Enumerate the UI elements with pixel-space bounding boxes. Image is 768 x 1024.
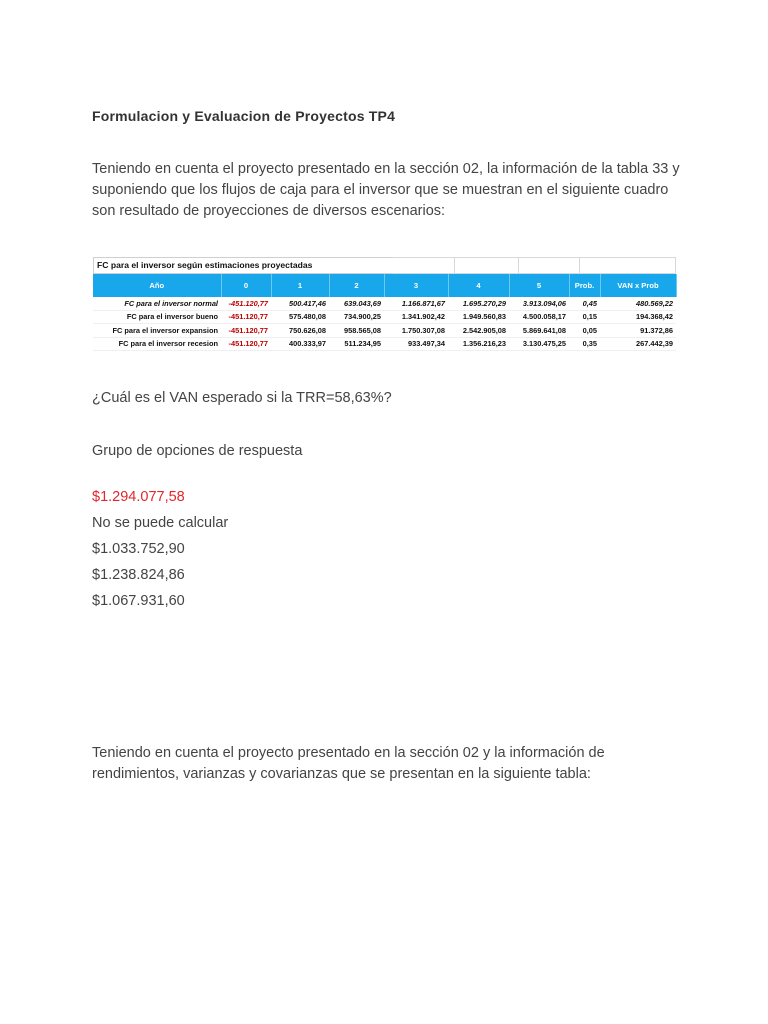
column-header: Prob. bbox=[569, 274, 600, 297]
cash-flow-table bbox=[93, 274, 677, 351]
question-text: ¿Cuál es el VAN esperado si la TRR=58,63%? bbox=[92, 390, 392, 406]
table-cell: 0,15 bbox=[569, 310, 600, 324]
table-cell: -451.120,77 bbox=[221, 337, 271, 351]
spreadsheet-blank-cell bbox=[455, 257, 519, 274]
page-title: Formulacion y Evaluacion de Proyectos TP4 bbox=[92, 108, 396, 124]
table-cell: 5.869.641,08 bbox=[509, 324, 569, 338]
column-header: 4 bbox=[448, 274, 509, 297]
table-cell: 1.695.270,29 bbox=[448, 297, 509, 310]
table-cell: 1.356.216,23 bbox=[448, 337, 509, 351]
answer-options bbox=[92, 484, 228, 614]
table-cell: 1.949.560,83 bbox=[448, 310, 509, 324]
table-cell: -451.120,77 bbox=[221, 310, 271, 324]
spreadsheet-blank-cell bbox=[519, 257, 580, 274]
table-cell: 1.166.871,67 bbox=[384, 297, 448, 310]
table-cell: 500.417,46 bbox=[271, 297, 329, 310]
row-label-cell: FC para el inversor normal bbox=[93, 297, 221, 310]
table-cell: 750.626,08 bbox=[271, 324, 329, 338]
table-row bbox=[93, 324, 676, 338]
spreadsheet-title: FC para el inversor según estimaciones proyectadas bbox=[93, 257, 393, 274]
answer-option: No se puede calcular bbox=[92, 515, 229, 531]
answer-option-selected: $1.294.077,58 bbox=[92, 489, 185, 505]
table-cell: 958.565,08 bbox=[329, 324, 384, 338]
column-header: 2 bbox=[329, 274, 384, 297]
answer-option: $1.067.931,60 bbox=[92, 593, 185, 609]
column-header: 1 bbox=[271, 274, 329, 297]
table-body bbox=[93, 297, 676, 351]
row-label-cell: FC para el inversor bueno bbox=[93, 310, 221, 324]
table-header-row bbox=[93, 274, 676, 297]
table-cell: 511.234,95 bbox=[329, 337, 384, 351]
table-cell: -451.120,77 bbox=[221, 297, 271, 310]
table-cell: 1.341.902,42 bbox=[384, 310, 448, 324]
cash-flow-spreadsheet bbox=[93, 257, 676, 351]
table-cell: 734.900,25 bbox=[329, 310, 384, 324]
spreadsheet-title-row bbox=[93, 257, 676, 274]
table-cell: 267.442,39 bbox=[600, 337, 676, 351]
table-cell: 0,05 bbox=[569, 324, 600, 338]
table-cell: 3.130.475,25 bbox=[509, 337, 569, 351]
spreadsheet-blank-cell bbox=[393, 257, 455, 274]
table-row bbox=[93, 297, 676, 310]
answer-group-label: Grupo de opciones de respuesta bbox=[92, 443, 303, 459]
table-cell: 0,45 bbox=[569, 297, 600, 310]
next-question-intro: Teniendo en cuenta el proyecto presentado en la sección 02 y la información de rendimientos, varianzas y covarianzas que se presentan en la siguiente tabla: bbox=[92, 745, 605, 782]
intro-paragraph: Teniendo en cuenta el proyecto presentado en la sección 02, la información de la tabla 33 y suponiendo que los flujos de caja para el inversor que se muestran en el siguiente cuadro son resultado de proyecciones de diversos escenarios: bbox=[92, 161, 680, 219]
table-row bbox=[93, 310, 676, 324]
table-cell: 2.542.905,08 bbox=[448, 324, 509, 338]
answer-option: $1.033.752,90 bbox=[92, 541, 185, 557]
column-header: 5 bbox=[509, 274, 569, 297]
table-cell: 91.372,86 bbox=[600, 324, 676, 338]
table-cell: 639.043,69 bbox=[329, 297, 384, 310]
table-cell: 194.368,42 bbox=[600, 310, 676, 324]
table-cell: 480.569,22 bbox=[600, 297, 676, 310]
column-header: 0 bbox=[221, 274, 271, 297]
row-label-cell: FC para el inversor recesion bbox=[93, 337, 221, 351]
table-cell: -451.120,77 bbox=[221, 324, 271, 338]
table-row bbox=[93, 337, 676, 351]
table-cell: 4.500.058,17 bbox=[509, 310, 569, 324]
table-cell: 575.480,08 bbox=[271, 310, 329, 324]
spreadsheet-blank-cell bbox=[580, 257, 676, 274]
table-cell: 400.333,97 bbox=[271, 337, 329, 351]
column-header: 3 bbox=[384, 274, 448, 297]
table-cell: 3.913.094,06 bbox=[509, 297, 569, 310]
table-cell: 1.750.307,08 bbox=[384, 324, 448, 338]
column-header: Año bbox=[93, 274, 221, 297]
answer-option: $1.238.824,86 bbox=[92, 567, 185, 583]
column-header: VAN x Prob bbox=[600, 274, 676, 297]
table-cell: 0,35 bbox=[569, 337, 600, 351]
row-label-cell: FC para el inversor expansion bbox=[93, 324, 221, 338]
table-cell: 933.497,34 bbox=[384, 337, 448, 351]
